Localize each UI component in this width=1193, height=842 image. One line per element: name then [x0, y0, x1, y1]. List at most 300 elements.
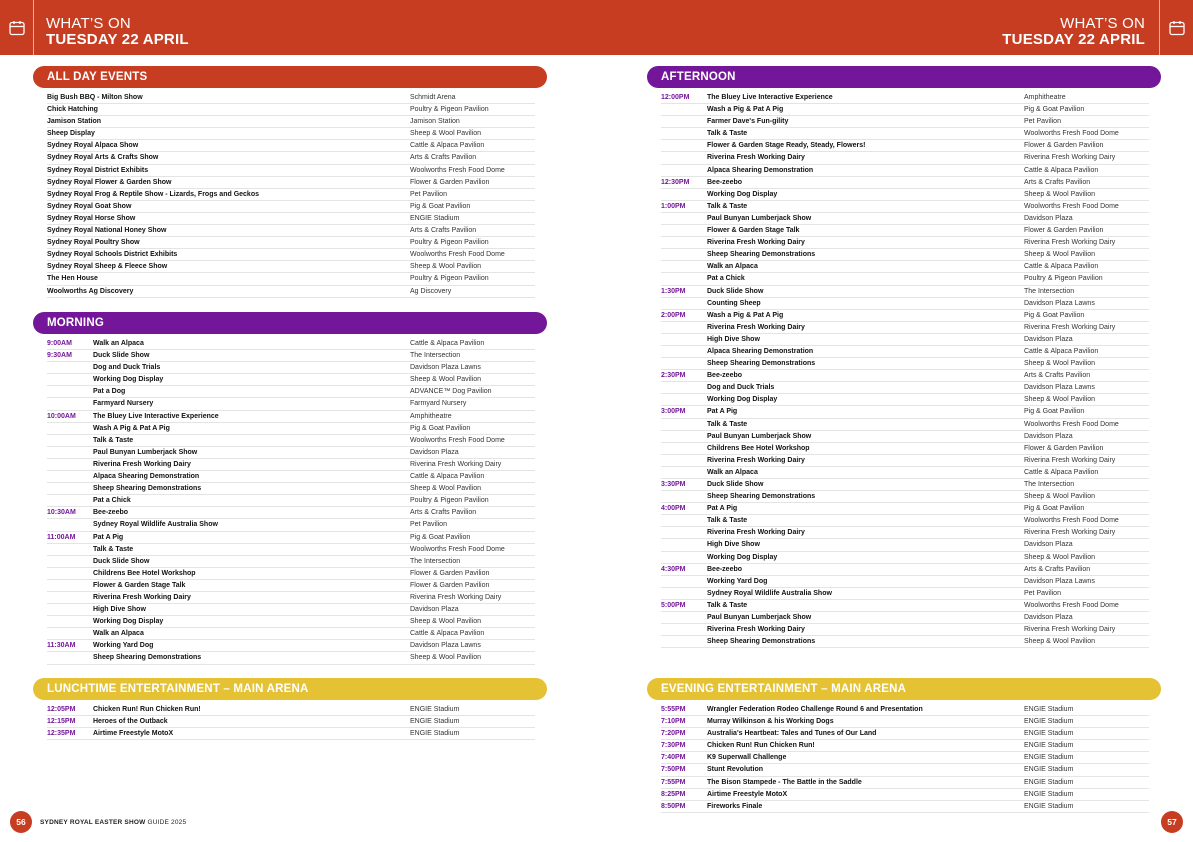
event-time: 8:25PM — [661, 790, 686, 798]
event-location: Davidson Plaza — [1024, 335, 1073, 343]
schedule-row — [661, 704, 1149, 716]
lunchtime-banner: LUNCHTIME ENTERTAINMENT – MAIN ARENA — [33, 678, 547, 700]
event-name: The Bluey Live Interactive Experience — [707, 94, 833, 101]
schedule-row — [47, 640, 535, 652]
event-location: ENGIE Stadium — [410, 214, 460, 222]
event-location: Riverina Fresh Working Dairy — [1024, 529, 1116, 537]
schedule-row — [661, 467, 1149, 479]
event-location: Davidson Plaza — [1024, 614, 1073, 622]
schedule-row — [47, 140, 535, 152]
event-name: Bee-zeebo — [93, 509, 129, 517]
schedule-row — [47, 544, 535, 556]
event-time: 1:00PM — [661, 202, 686, 210]
schedule-row — [47, 213, 535, 225]
all-day-list — [33, 88, 547, 298]
schedule-row — [661, 789, 1149, 801]
schedule-row — [47, 350, 535, 362]
footer-brand-rest: GUIDE 2025 — [145, 818, 187, 826]
lunchtime-section — [33, 678, 547, 740]
event-name: Stunt Revolution — [707, 766, 763, 774]
schedule-row — [47, 471, 535, 483]
event-name: Flower & Garden Stage Talk — [93, 581, 186, 589]
schedule-row — [661, 322, 1149, 334]
schedule-row — [47, 423, 535, 435]
event-time: 3:30PM — [661, 481, 686, 488]
event-location: Farmyard Nursery — [410, 400, 467, 408]
event-name: Talk & Taste — [707, 202, 748, 210]
schedule-row — [47, 628, 535, 640]
event-name: Riverina Fresh Working Dairy — [93, 593, 191, 601]
schedule-row — [47, 728, 535, 740]
event-location: Davidson Plaza — [1024, 214, 1073, 222]
schedule-row — [661, 358, 1149, 370]
schedule-row — [47, 556, 535, 568]
schedule-row — [661, 801, 1149, 813]
event-time: 1:30PM — [661, 287, 686, 295]
event-location: Sheep & Wool Pavilion — [410, 654, 482, 662]
event-name: Chicken Run! Run Chicken Run! — [93, 706, 201, 713]
event-time: 8:50PM — [661, 802, 686, 810]
evening-banner: EVENING ENTERTAINMENT – MAIN ARENA — [647, 678, 1161, 700]
event-time: 12:30PM — [661, 178, 690, 186]
schedule-row — [661, 588, 1149, 600]
header-kicker: WHAT’S ON — [46, 15, 131, 32]
schedule-row — [661, 515, 1149, 527]
event-time: 7:20PM — [661, 730, 686, 738]
event-name: Sydney Royal Alpaca Show — [47, 142, 139, 150]
event-location: Davidson Plaza Lawns — [410, 364, 481, 372]
event-location: Davidson Plaza — [1024, 432, 1073, 440]
event-location: Sheep & Wool Pavilion — [1024, 190, 1096, 198]
event-location: Amphitheatre — [1024, 94, 1066, 101]
event-location: Cattle & Alpaca Pavilion — [410, 473, 485, 481]
schedule-row — [47, 362, 535, 374]
event-name: Paul Bunyan Lumberjack Show — [707, 614, 812, 622]
event-location: ENGIE Stadium — [1024, 790, 1074, 798]
schedule-row — [661, 624, 1149, 636]
event-location: Pig & Goat Pavilion — [410, 202, 471, 210]
event-name: Alpaca Shearing Demonstration — [93, 473, 200, 481]
event-location: Sheep & Wool Pavilion — [410, 485, 482, 493]
event-name: High Dive Show — [707, 335, 760, 343]
schedule-row — [661, 382, 1149, 394]
schedule-row — [47, 398, 535, 410]
event-location: Poultry & Pigeon Pavilion — [1024, 275, 1103, 283]
event-location: Pet Pavilion — [410, 521, 447, 529]
schedule-row — [47, 128, 535, 140]
schedule-row — [47, 249, 535, 261]
event-location: Sheep & Wool Pavilion — [1024, 493, 1096, 501]
schedule-row — [661, 728, 1149, 740]
event-location: Cattle & Alpaca Pavilion — [410, 142, 485, 150]
event-location: ENGIE Stadium — [1024, 742, 1074, 750]
event-location: Schmidt Arena — [410, 94, 456, 101]
event-time: 7:50PM — [661, 766, 686, 774]
schedule-row — [47, 652, 535, 664]
event-location: Pig & Goat Pavilion — [410, 533, 471, 541]
event-location: Cattle & Alpaca Pavilion — [1024, 468, 1099, 476]
schedule-row — [661, 298, 1149, 310]
event-name: Alpaca Shearing Demonstration — [707, 347, 814, 355]
event-time: 10:30AM — [47, 509, 76, 517]
event-location: ENGIE Stadium — [1024, 754, 1074, 762]
afternoon-list — [647, 88, 1161, 648]
event-location: Flower & Garden Pavilion — [1024, 142, 1104, 150]
event-time: 9:00AM — [47, 340, 72, 347]
event-name: Pat a Chick — [707, 275, 745, 283]
event-location: Flower & Garden Pavilion — [410, 569, 490, 577]
event-name: Riverina Fresh Working Dairy — [707, 239, 805, 247]
event-name: K9 Superwall Challenge — [707, 754, 787, 762]
event-time: 9:30AM — [47, 352, 72, 360]
schedule-row — [47, 459, 535, 471]
schedule-row — [661, 752, 1149, 764]
schedule-row — [47, 104, 535, 116]
event-time: 12:15PM — [47, 718, 76, 726]
event-name: Australia's Heartbeat: Tales and Tunes of Our Land — [707, 730, 877, 738]
event-name: Counting Sheep — [707, 299, 761, 307]
schedule-row — [47, 225, 535, 237]
event-location: Poultry & Pigeon Pavilion — [410, 275, 489, 283]
event-location: Woolworths Fresh Food Dome — [410, 436, 505, 444]
event-name: Sheep Shearing Demonstrations — [707, 251, 816, 259]
event-name: Sheep Display — [47, 130, 95, 138]
event-location: The Intersection — [1024, 481, 1075, 488]
event-name: The Bluey Live Interactive Experience — [93, 412, 219, 420]
event-location: Sheep & Wool Pavilion — [410, 263, 482, 271]
event-location: Woolworths Fresh Food Dome — [1024, 202, 1119, 210]
event-name: Airtime Freestyle MotoX — [707, 790, 788, 798]
event-name: Sydney Royal District Exhibits — [47, 166, 149, 174]
event-name: Sydney Royal Arts & Crafts Show — [47, 154, 159, 162]
event-location: Woolworths Fresh Food Dome — [1024, 601, 1119, 609]
schedule-row — [661, 237, 1149, 249]
event-location: Davidson Plaza Lawns — [1024, 577, 1095, 585]
schedule-row — [661, 370, 1149, 382]
schedule-row — [661, 261, 1149, 273]
schedule-row — [661, 406, 1149, 418]
event-time: 12:35PM — [47, 730, 76, 738]
event-location: Woolworths Fresh Food Dome — [410, 166, 505, 174]
event-location: Woolworths Fresh Food Dome — [1024, 130, 1119, 138]
event-location: Pet Pavilion — [410, 190, 447, 198]
event-location: Woolworths Fresh Food Dome — [1024, 420, 1119, 428]
event-location: Flower & Garden Pavilion — [410, 581, 490, 589]
event-name: Sydney Royal Goat Show — [47, 202, 132, 210]
event-location: Riverina Fresh Working Dairy — [1024, 323, 1116, 331]
event-location: Davidson Plaza Lawns — [1024, 299, 1095, 307]
event-location: Davidson Plaza — [1024, 541, 1073, 549]
event-location: ENGIE Stadium — [1024, 766, 1074, 774]
header-left — [46, 16, 189, 48]
schedule-row — [47, 201, 535, 213]
event-name: Childrens Bee Hotel Workshop — [707, 444, 810, 452]
schedule-row — [47, 411, 535, 423]
evening-section — [647, 678, 1161, 813]
event-name: Chicken Run! Run Chicken Run! — [707, 742, 815, 750]
event-location: ENGIE Stadium — [1024, 706, 1074, 713]
event-name: High Dive Show — [707, 541, 760, 549]
schedule-row — [47, 519, 535, 531]
schedule-row — [661, 213, 1149, 225]
event-location: Jamison Station — [410, 118, 460, 126]
header-day: TUESDAY 22 APRIL — [1002, 31, 1145, 48]
schedule-row — [47, 704, 535, 716]
event-name: Sydney Royal Poultry Show — [47, 239, 140, 247]
event-name: Dog and Duck Trials — [707, 384, 775, 392]
event-name: Bee-zeebo — [707, 178, 743, 186]
schedule-row — [47, 435, 535, 447]
schedule-row — [47, 177, 535, 189]
event-name: Sydney Royal Horse Show — [47, 214, 136, 222]
event-name: Heroes of the Outback — [93, 718, 168, 726]
schedule-row — [661, 201, 1149, 213]
event-name: Alpaca Shearing Demonstration — [707, 166, 814, 174]
schedule-row — [661, 455, 1149, 467]
event-name: Sheep Shearing Demonstrations — [707, 493, 816, 501]
event-location: ENGIE Stadium — [410, 706, 460, 713]
footer-brand — [40, 819, 186, 826]
event-name: Sheep Shearing Demonstrations — [707, 360, 816, 368]
schedule-row — [661, 740, 1149, 752]
schedule-row — [47, 716, 535, 728]
event-time: 11:00AM — [47, 533, 76, 541]
event-name: Riverina Fresh Working Dairy — [707, 626, 805, 634]
event-location: Arts & Crafts Pavilion — [410, 154, 477, 162]
event-name: Working Dog Display — [707, 396, 778, 404]
event-location: Pet Pavilion — [1024, 589, 1061, 597]
event-location: Riverina Fresh Working Dairy — [1024, 456, 1116, 464]
lunchtime-list — [33, 700, 547, 740]
event-location: Pig & Goat Pavilion — [1024, 106, 1085, 114]
event-name: Chick Hatching — [47, 106, 98, 114]
schedule-row — [661, 612, 1149, 624]
event-location: Riverina Fresh Working Dairy — [1024, 626, 1116, 634]
footer-right — [1161, 811, 1183, 833]
header-right — [1002, 16, 1145, 48]
afternoon-banner: AFTERNOON — [647, 66, 1161, 88]
all-day-section — [33, 66, 547, 298]
event-location: The Intersection — [410, 557, 461, 565]
header-day: TUESDAY 22 APRIL — [46, 31, 189, 48]
schedule-row — [661, 249, 1149, 261]
event-name: Duck Slide Show — [93, 352, 150, 360]
event-name: Sydney Royal Wildlife Australia Show — [707, 589, 832, 597]
event-location: Sheep & Wool Pavilion — [1024, 396, 1096, 404]
event-name: Pat A Pig — [707, 505, 738, 513]
event-time: 7:30PM — [661, 742, 686, 750]
schedule-row — [661, 479, 1149, 491]
schedule-row — [661, 152, 1149, 164]
event-time: 4:30PM — [661, 565, 686, 573]
event-name: Sydney Royal Wildlife Australia Show — [93, 521, 218, 529]
event-location: Poultry & Pigeon Pavilion — [410, 106, 489, 114]
event-time: 7:55PM — [661, 778, 686, 786]
afternoon-section — [647, 66, 1161, 648]
page-header — [0, 0, 1193, 55]
event-time: 5:00PM — [661, 601, 686, 609]
event-location: Woolworths Fresh Food Dome — [410, 251, 505, 259]
event-name: Sydney Royal Frog & Reptile Show - Lizards, Frogs and Geckos — [47, 190, 259, 198]
schedule-row — [47, 92, 535, 104]
event-location: Pig & Goat Pavilion — [410, 424, 471, 432]
schedule-row — [661, 165, 1149, 177]
event-name: Riverina Fresh Working Dairy — [93, 460, 191, 468]
schedule-row — [661, 503, 1149, 515]
event-location: ADVANCE™ Dog Pavilion — [410, 388, 492, 396]
event-location: Woolworths Fresh Food Dome — [1024, 517, 1119, 525]
event-name: Working Yard Dog — [707, 577, 768, 585]
schedule-row — [47, 189, 535, 201]
event-location: Sheep & Wool Pavilion — [1024, 251, 1096, 259]
event-location: The Intersection — [410, 352, 461, 360]
schedule-row — [661, 564, 1149, 576]
event-name: Riverina Fresh Working Dairy — [707, 529, 805, 537]
event-name: Wrangler Federation Rodeo Challenge Round 6 and Presentation — [707, 706, 923, 713]
event-name: Sydney Royal Flower & Garden Show — [47, 178, 172, 186]
event-location: ENGIE Stadium — [1024, 802, 1074, 810]
event-location: Arts & Crafts Pavilion — [410, 227, 477, 235]
schedule-row — [47, 338, 535, 350]
event-location: Woolworths Fresh Food Dome — [410, 545, 505, 553]
morning-section — [33, 312, 547, 665]
schedule-row — [661, 431, 1149, 443]
event-name: Wash A Pig & Pat A Pig — [93, 424, 170, 432]
schedule-row — [661, 177, 1149, 189]
event-location: Riverina Fresh Working Dairy — [1024, 239, 1116, 247]
event-location: Sheep & Wool Pavilion — [410, 618, 482, 626]
event-location: Poultry & Pigeon Pavilion — [410, 239, 489, 247]
schedule-row — [661, 394, 1149, 406]
event-name: Big Bush BBQ - Milton Show — [47, 94, 143, 101]
event-name: Paul Bunyan Lumberjack Show — [93, 448, 198, 456]
event-name: The Bison Stampede - The Battle in the Saddle — [707, 778, 862, 786]
event-name: Talk & Taste — [707, 517, 748, 525]
calendar-icon — [1159, 0, 1193, 55]
schedule-row — [47, 483, 535, 495]
footer-brand-bold: SYDNEY ROYAL EASTER SHOW — [40, 818, 146, 826]
event-name: Woolworths Ag Discovery — [47, 287, 134, 295]
event-time: 12:00PM — [661, 94, 690, 101]
event-location: Flower & Garden Pavilion — [1024, 227, 1104, 235]
schedule-row — [47, 507, 535, 519]
event-location: ENGIE Stadium — [1024, 778, 1074, 786]
event-location: ENGIE Stadium — [1024, 718, 1074, 726]
schedule-row — [661, 104, 1149, 116]
header-kicker: WHAT’S ON — [1060, 15, 1145, 32]
schedule-row — [661, 443, 1149, 455]
schedule-row — [661, 92, 1149, 104]
event-name: High Dive Show — [93, 606, 146, 614]
event-name: Sheep Shearing Demonstrations — [93, 485, 202, 493]
schedule-row — [47, 386, 535, 398]
event-name: Walk an Alpaca — [93, 340, 144, 347]
calendar-icon — [0, 0, 34, 55]
event-location: Pet Pavilion — [1024, 118, 1061, 126]
event-name: Walk an Alpaca — [707, 263, 758, 271]
event-name: Talk & Taste — [707, 130, 748, 138]
event-name: Dog and Duck Trials — [93, 364, 161, 372]
event-name: Paul Bunyan Lumberjack Show — [707, 214, 812, 222]
event-location: Ag Discovery — [410, 287, 452, 295]
schedule-row — [661, 419, 1149, 431]
event-location: ENGIE Stadium — [410, 718, 460, 726]
event-location: Sheep & Wool Pavilion — [1024, 553, 1096, 561]
schedule-row — [47, 374, 535, 386]
event-name: Riverina Fresh Working Dairy — [707, 154, 805, 162]
schedule-row — [47, 447, 535, 459]
page-number-right: 57 — [1161, 811, 1183, 833]
event-location: Davidson Plaza Lawns — [1024, 384, 1095, 392]
event-name: Walk an Alpaca — [93, 630, 144, 638]
schedule-row — [661, 636, 1149, 648]
event-name: Talk & Taste — [707, 420, 748, 428]
event-location: Davidson Plaza — [410, 448, 459, 456]
schedule-row — [47, 237, 535, 249]
event-time: 2:30PM — [661, 372, 686, 380]
event-location: Cattle & Alpaca Pavilion — [1024, 347, 1099, 355]
event-time: 12:05PM — [47, 706, 76, 713]
schedule-row — [661, 552, 1149, 564]
event-location: Arts & Crafts Pavilion — [1024, 178, 1091, 186]
event-time: 3:00PM — [661, 408, 686, 416]
event-location: Riverina Fresh Working Dairy — [410, 460, 502, 468]
event-location: Davidson Plaza Lawns — [410, 642, 481, 650]
event-name: Farmyard Nursery — [93, 400, 154, 408]
event-location: Pig & Goat Pavilion — [1024, 408, 1085, 416]
event-location: Sheep & Wool Pavilion — [410, 376, 482, 384]
event-time: 2:00PM — [661, 311, 686, 319]
event-time: 10:00AM — [47, 412, 76, 420]
schedule-row — [47, 592, 535, 604]
event-location: Poultry & Pigeon Pavilion — [410, 497, 489, 505]
schedule-row — [47, 495, 535, 507]
schedule-row — [661, 764, 1149, 776]
event-name: Talk & Taste — [707, 601, 748, 609]
schedule-row — [47, 532, 535, 544]
event-location: Sheep & Wool Pavilion — [1024, 360, 1096, 368]
schedule-row — [47, 616, 535, 628]
event-name: Paul Bunyan Lumberjack Show — [707, 432, 812, 440]
event-location: Riverina Fresh Working Dairy — [1024, 154, 1116, 162]
event-location: Amphitheatre — [410, 412, 452, 420]
event-name: Flower & Garden Stage Ready, Steady, Flowers! — [707, 142, 866, 150]
schedule-row — [661, 128, 1149, 140]
event-name: Sydney Royal Schools District Exhibits — [47, 251, 178, 259]
event-name: Duck Slide Show — [93, 557, 150, 565]
event-name: Sydney Royal Sheep & Fleece Show — [47, 263, 168, 271]
event-name: Pat A Pig — [707, 408, 738, 416]
schedule-row — [661, 346, 1149, 358]
schedule-row — [661, 600, 1149, 612]
event-name: Talk & Taste — [93, 436, 134, 444]
event-name: Talk & Taste — [93, 545, 134, 553]
event-name: Pat A Pig — [93, 533, 124, 541]
schedule-row — [661, 527, 1149, 539]
event-time: 4:00PM — [661, 505, 686, 513]
evening-list — [647, 700, 1161, 813]
schedule-row — [47, 261, 535, 273]
event-name: Working Dog Display — [707, 553, 778, 561]
event-name: Working Dog Display — [707, 190, 778, 198]
schedule-row — [661, 777, 1149, 789]
event-name: Murray Wilkinson & his Working Dogs — [707, 718, 834, 726]
schedule-row — [47, 165, 535, 177]
event-name: Sydney Royal National Honey Show — [47, 227, 167, 235]
event-name: Childrens Bee Hotel Workshop — [93, 569, 196, 577]
event-name: Working Yard Dog — [93, 642, 154, 650]
schedule-row — [47, 604, 535, 616]
